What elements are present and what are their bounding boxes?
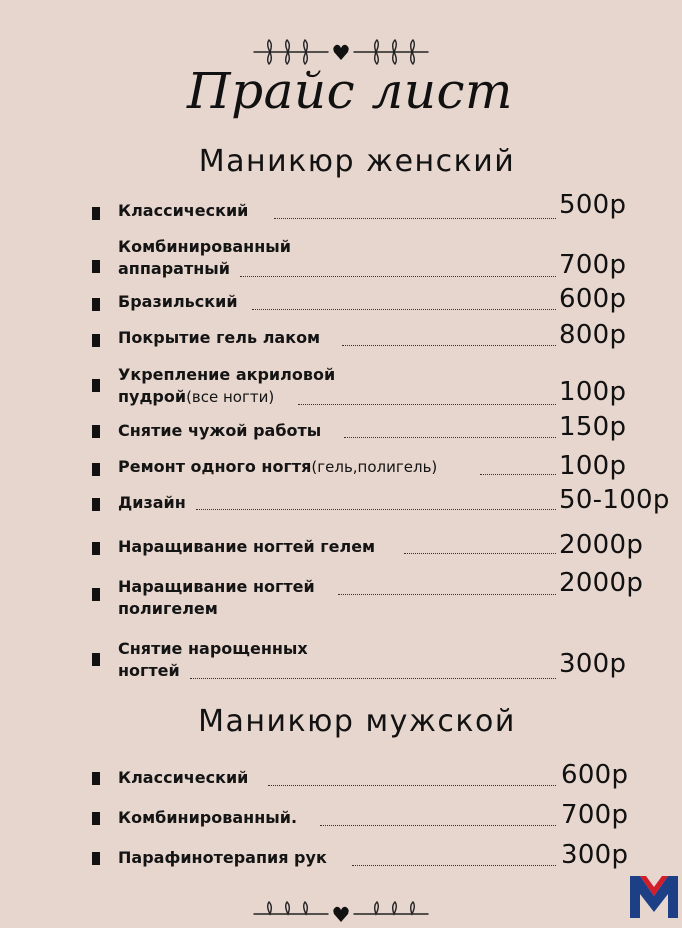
dot-leader xyxy=(298,404,556,405)
dot-leader xyxy=(240,276,556,277)
dot-leader xyxy=(342,345,556,346)
item-price: 100р xyxy=(559,377,627,407)
dot-leader xyxy=(338,594,556,595)
dot-leader xyxy=(252,309,556,310)
item-price: 600р xyxy=(561,760,629,790)
item-name: Комбинированный. xyxy=(118,808,298,827)
item-price: 700р xyxy=(559,250,627,280)
item-price: 50-100р xyxy=(559,485,670,515)
item-name: Ремонт одного ногтя xyxy=(118,457,312,476)
list-item xyxy=(0,485,682,532)
item-price: 2000р xyxy=(559,568,644,598)
item-price: 300р xyxy=(559,649,627,679)
bullet-icon xyxy=(92,772,100,785)
item-name: Покрытие гель лаком xyxy=(118,328,321,347)
bullet-icon xyxy=(92,653,100,666)
item-name: Классический xyxy=(118,768,249,787)
item-price: 800р xyxy=(559,320,627,350)
section-title-men: Маникюр мужской xyxy=(198,704,516,739)
item-name-line2: ногтей xyxy=(118,661,180,680)
item-price: 700р xyxy=(561,800,629,830)
item-name-line1: Снятие нарощенных xyxy=(118,639,308,658)
item-name-line1: Комбинированный xyxy=(118,237,291,256)
list-item xyxy=(0,364,682,407)
dot-leader xyxy=(480,474,556,475)
item-name: Снятие чужой работы xyxy=(118,421,322,440)
dot-leader xyxy=(404,553,556,554)
dot-leader xyxy=(190,678,556,679)
list-item xyxy=(0,320,682,366)
item-name: Наращивание ногтей гелем xyxy=(118,537,376,556)
item-name-line2: полигелем xyxy=(118,599,218,618)
bullet-icon xyxy=(92,298,100,311)
item-price: 600р xyxy=(559,284,627,314)
bullet-icon xyxy=(92,334,100,347)
list-item xyxy=(0,236,682,280)
dot-leader xyxy=(320,825,556,826)
item-name: Бразильский xyxy=(118,292,238,311)
item-name-line2: аппаратный xyxy=(118,259,230,278)
item-price: 2000р xyxy=(559,530,644,560)
item-note: (гель,полигель) xyxy=(311,458,438,476)
item-price: 300р xyxy=(561,840,629,870)
list-item xyxy=(0,568,682,618)
item-name: Классический xyxy=(118,201,249,220)
bullet-icon xyxy=(92,379,100,392)
m-logo-icon xyxy=(628,872,680,920)
item-note: (все ногти) xyxy=(186,388,275,406)
bullet-icon xyxy=(92,588,100,601)
item-name-line2: пудрой xyxy=(118,387,187,406)
bullet-icon xyxy=(92,542,100,555)
dot-leader xyxy=(274,218,556,219)
bullet-icon xyxy=(92,463,100,476)
section-title-women: Маникюр женский xyxy=(198,144,516,179)
page-title: Прайс лист xyxy=(187,62,513,120)
bullet-icon xyxy=(92,498,100,511)
item-name: Дизайн xyxy=(118,493,186,512)
bullet-icon xyxy=(92,260,100,273)
item-name: Парафинотерапия рук xyxy=(118,848,327,867)
list-item xyxy=(0,190,682,236)
bullet-icon xyxy=(92,207,100,220)
ornament-bottom xyxy=(0,898,682,928)
list-item xyxy=(0,840,682,886)
dot-leader xyxy=(268,785,556,786)
item-name-line1: Укрепление акриловой xyxy=(118,365,336,384)
bullet-icon xyxy=(92,812,100,825)
item-price: 500р xyxy=(559,190,627,220)
dot-leader xyxy=(196,509,556,510)
list-item xyxy=(0,638,682,678)
item-name-line1: Наращивание ногтей xyxy=(118,577,315,596)
item-price: 100р xyxy=(559,451,627,481)
laurel-heart-ornament-icon xyxy=(250,898,432,928)
dot-leader xyxy=(352,865,556,866)
dot-leader xyxy=(344,437,556,438)
bullet-icon xyxy=(92,425,100,438)
item-price: 150р xyxy=(559,412,627,442)
bullet-icon xyxy=(92,852,100,865)
